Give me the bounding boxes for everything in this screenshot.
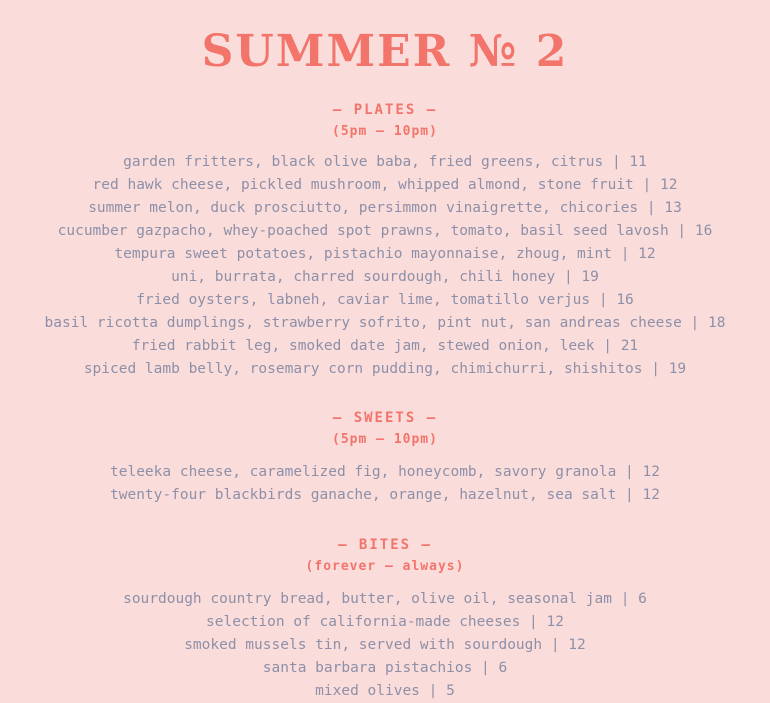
- page-title: SUMMER № 2: [201, 26, 569, 77]
- menu-item-list-sweets: [20, 461, 750, 507]
- section-heading-plates: — PLATES —: [332, 102, 438, 119]
- menu-item: basil ricotta dumplings, strawberry sofrito, pint nut, san andreas cheese | 18: [44, 314, 726, 331]
- menu-item-list-bites: [20, 588, 750, 703]
- menu-item: tempura sweet potatoes, pistachio mayonnaise, zhoug, mint | 12: [114, 246, 656, 263]
- section-subheading-sweets: (5pm — 10pm): [332, 432, 438, 448]
- menu-item: cucumber gazpacho, whey-poached spot prawns, tomato, basil seed lavosh | 16: [57, 223, 713, 240]
- menu-item: fried rabbit leg, smoked date jam, stewed onion, leek | 21: [131, 337, 639, 354]
- menu-section-sweets: [20, 410, 750, 507]
- menu-item: smoked mussels tin, served with sourdough | 12: [184, 637, 586, 654]
- menu-section-bites: [20, 537, 750, 703]
- menu-item: spiced lamb belly, rosemary corn pudding, chimichurri, shishitos | 19: [83, 360, 687, 377]
- menu-item: uni, burrata, charred sourdough, chili honey | 19: [171, 268, 599, 285]
- menu-item-list-plates: [20, 151, 750, 380]
- menu-item: mixed olives | 5: [315, 682, 455, 699]
- menu-item: garden fritters, black olive baba, fried greens, citrus | 11: [123, 154, 647, 171]
- menu-item: twenty-four blackbirds ganache, orange, hazelnut, sea salt | 12: [110, 487, 660, 504]
- section-heading-bites: — BITES —: [338, 537, 432, 554]
- menu-item: santa barbara pistachios | 6: [262, 659, 508, 676]
- menu-item: selection of california-made cheeses | 12: [206, 614, 564, 631]
- menu-section-plates: [20, 102, 750, 380]
- section-subheading-plates: (5pm — 10pm): [332, 124, 438, 140]
- section-subheading-bites: (forever — always): [305, 559, 465, 575]
- menu-item: sourdough country bread, butter, olive oil, seasonal jam | 6: [123, 591, 647, 608]
- menu-item: teleeka cheese, caramelized fig, honeycomb, savory granola | 12: [110, 464, 660, 481]
- menu-item: summer melon, duck prosciutto, persimmon vinaigrette, chicories | 13: [88, 200, 682, 217]
- menu-item: red hawk cheese, pickled mushroom, whipped almond, stone fruit | 12: [92, 177, 678, 194]
- menu-item: fried oysters, labneh, caviar lime, tomatillo verjus | 16: [136, 291, 634, 308]
- section-heading-sweets: — SWEETS —: [332, 410, 438, 427]
